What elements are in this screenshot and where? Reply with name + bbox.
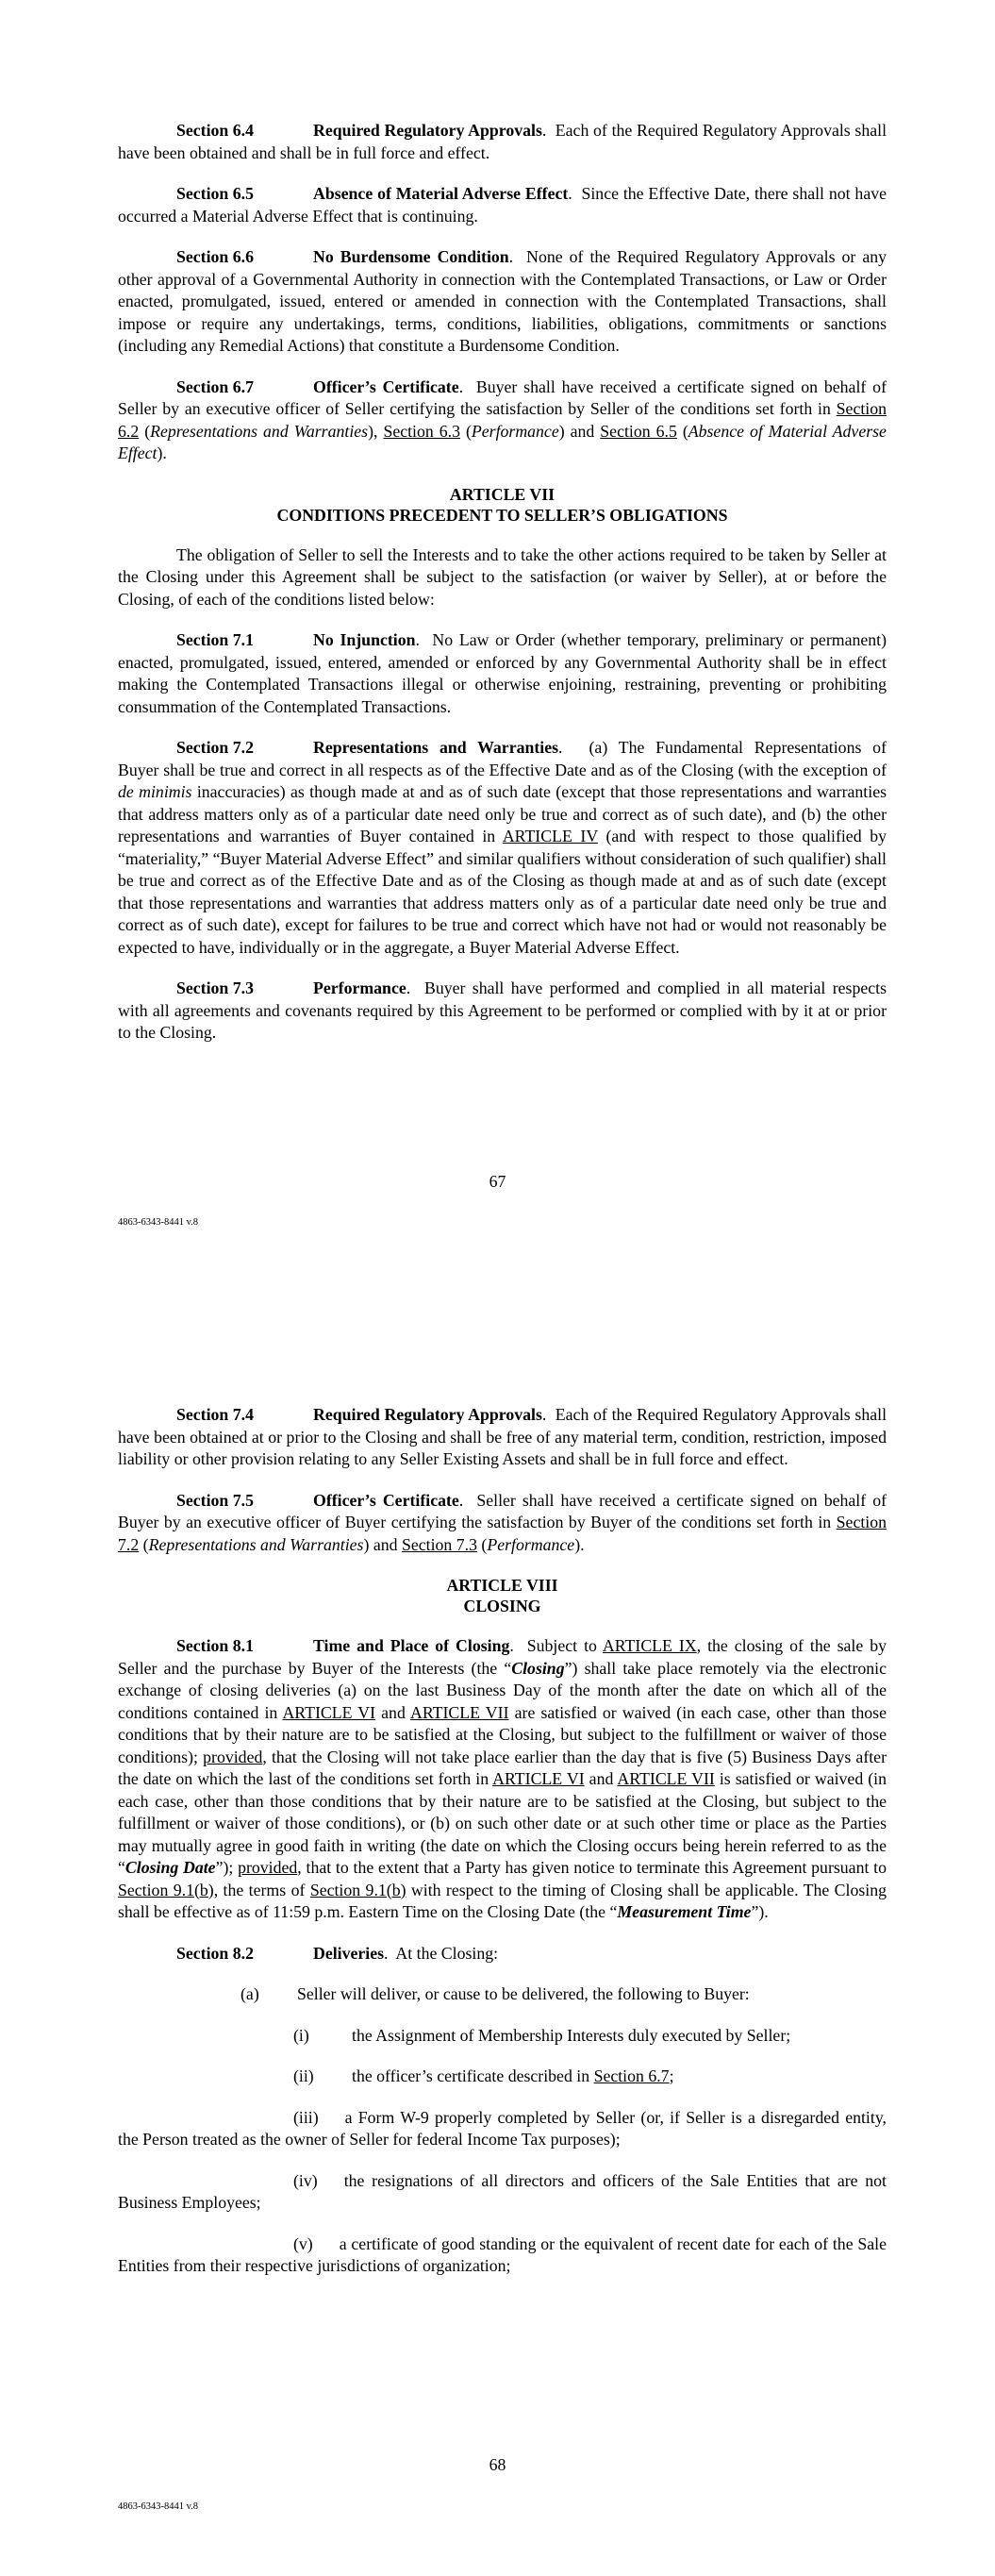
list-item-ii (118, 2066, 887, 2088)
section-text: ( (476, 1534, 488, 1554)
section-7-3: Section 7.3 Performance. Buyer shall have performed and complied in all material respects with all agreements and covenants required by this Agreement to be performed or complied with by it at or prior to the Closing. (118, 979, 887, 1042)
section-number: Section 7.1 (176, 630, 254, 649)
reference-title: Absence of Material Adverse Effect (118, 421, 887, 462)
cross-reference: Section 7.2 (118, 1513, 887, 1554)
cross-reference: Section 9.1(b) (309, 1880, 406, 1899)
article-vii-heading (118, 484, 887, 526)
section-7-1: Section 7.1 No Injunction. No Law or Order (whether temporary, preliminary or permanent) enacted, promulgated, issued, entered, amended or enforced by any Governmental Authority shall be in effect making the Contemplated Transactions illegal or otherwise enjoining, restraining, preventing or prohibiting consummation of the Contemplated Transactions. (118, 630, 887, 716)
section-text: with respect to the timing of Closing shall be applicable. The Closing shall be effective as of 11:59 p.m. Eastern Time on the Closing Date (the “ (118, 1880, 887, 1921)
cross-reference: ARTICLE VI (282, 1702, 376, 1722)
section-heading: Time and Place of Closing (313, 1636, 510, 1655)
reference-title: Representations and Warranties (148, 1534, 364, 1554)
list-label: (iv) (293, 2170, 318, 2190)
reference-title: Performance (487, 1534, 575, 1554)
section-text: and (584, 1769, 618, 1788)
cross-reference: Section 6.7 (593, 2066, 670, 2085)
section-text: Buyer shall have performed and complied in all material respects with all agreements and covenants required by this Agreement to be performed or complied with by it at or prior to the Closing. (118, 979, 887, 1042)
document-id: 4863-6343-8441 v.8 (118, 2501, 199, 2512)
list-item-v (118, 2233, 887, 2278)
list-label: (iii) (293, 2107, 319, 2127)
section-text: ( (676, 421, 688, 441)
section-number: Section 6.7 (176, 376, 254, 396)
section-number: Section 6.6 (176, 247, 254, 266)
list-text: the Assignment of Membership Interests duly executed by Seller; (352, 2025, 791, 2045)
list-label: (ii) (293, 2066, 314, 2085)
section-6-5: Section 6.5 Absence of Material Adverse Effect. Since the Effective Date, there shall not have occurred a Material Adverse Effect that is continuing. (118, 184, 887, 226)
proviso: provided (203, 1747, 263, 1766)
cross-reference: Section 6.2 (118, 399, 887, 441)
article-number: ARTICLE VIII (446, 1576, 558, 1595)
list-text: Seller will deliver, or cause to be delivered, the following to Buyer: (297, 1984, 750, 2003)
list-label: (a) (240, 1984, 259, 2003)
section-text: ) and (558, 421, 601, 441)
list-item-a (118, 1983, 887, 2006)
cross-reference: Section 6.3 (383, 421, 460, 441)
reference-title: Performance (471, 421, 559, 441)
section-text: ) and (363, 1534, 402, 1554)
list-text: the officer’s certificate described in (352, 2066, 594, 2085)
list-text: a certificate of good standing or the equivalent of recent date for each of the Sale Entities from their respective jurisdictions of organization; (118, 2233, 887, 2275)
list-text: a Form W-9 properly completed by Seller (or, if Seller is a disregarded entity, the Person treated as the owner of Seller for federal Income Tax purposes); (118, 2107, 887, 2149)
list-item-iii (118, 2107, 887, 2151)
defined-term: Measurement Time (617, 1902, 752, 1921)
section-text: (and with respect to those qualified by “materiality,” “Buyer Material Adverse Effect” and similar qualifiers without consideration of such qualifier) shall be true and correct as of the Effective Date and as of the Closing as though made at and as of such date (except that those representations and warranties that address matters only as of a particular date need only be true and correct as of such date), except for failures to be true and correct which have not had or would not reasonably be expected to have, individually or in the aggregate, a Buyer Material Adverse Effect. (118, 827, 887, 957)
list-label: (v) (293, 2233, 313, 2253)
cross-reference: ARTICLE IV (502, 827, 598, 845)
section-text: ), (368, 421, 384, 441)
section-7-4: Section 7.4 Required Regulatory Approvals. Each of the Required Regulatory Approvals shall have been obtained at or prior to the Closing and shall be free of any material term, condition, restriction, imposed liability or other provision relating to any Seller Existing Assets and shall be in full force and effect. (118, 1405, 887, 1468)
section-text: ( (139, 421, 151, 441)
section-text: ”). (751, 1902, 769, 1921)
section-7-2: Section 7.2 Representations and Warranties. (a) The Fundamental Representations of Buyer shall be true and correct in all respects as of the Effective Date and as of the Closing (with the exception of de minimis inaccuracies) as though made at and as of such date (except that those representations and warranties that address matters only as of a particular date need only be true and correct as of such date), and (b) the other representations and warranties of Buyer contained in ARTICLE IV (and with respect to those qualified by “materiality,” “Buyer Material Adverse Effect” and similar qualifiers without consideration of such qualifier) shall be true and correct as of the Effective Date and as of the Closing as though made at and as of such date (except that those representations and warranties that address matters only as of a particular date need only be true and correct as of such date), except for failures to be true and correct which have not had or would not reasonably be expected to have, individually or in the aggregate, a Buyer Material Adverse Effect. (118, 738, 887, 957)
section-6-6: Section 6.6 No Burdensome Condition. None of the Required Regulatory Approvals or any other approval of a Governmental Authority in connection with the Contemplated Transactions, or Law or Order enacted, promulgated, issued, entered or amended in connection with the Contemplated Transactions, shall impose or require any undertakings, terms, conditions, liabilities, obligations, commitments or sanctions (including any Remedial Actions) that constitute a Burdensome Condition. (118, 247, 887, 355)
cross-reference: ARTICLE VII (617, 1769, 715, 1788)
section-text: Each of the Required Regulatory Approvals shall have been obtained at or prior to the Closing and shall be free of any material term, condition, restriction, imposed liability or other provision relating to any Seller Existing Assets and shall be in full force and effect. (118, 1405, 887, 1468)
section-text: ). (574, 1534, 585, 1554)
cross-reference: Section 7.3 (401, 1534, 477, 1554)
section-text: , that the Closing will not take place earlier than the day that is five (5) Business Days after the date on which the last of the conditions set forth in (118, 1747, 887, 1788)
section-text: Seller shall have received a certificate signed on behalf of Buyer by an executive officer of Buyer certifying the satisfaction by Buyer of the conditions set forth in (118, 1490, 887, 1531)
section-text: Subject to (526, 1636, 603, 1655)
section-text: Since the Effective Date, there shall not have occurred a Material Adverse Effect that is continuing. (118, 184, 887, 226)
section-8-1: Section 8.1 Time and Place of Closing. Subject to ARTICLE IX, the closing of the sale by Seller and the purchase by Buyer of the Interests (the “Closing”) shall take place remotely via the electronic exchange of closing deliveries (a) on the last Business Day of the month after the date on which all of the conditions contained in ARTICLE VI and ARTICLE VII are satisfied or waived (in each case, other than those conditions that by their nature are to be satisfied at the Closing, but subject to the fulfillment or waiver of those conditions); provided, that the Closing will not take place earlier than the day that is five (5) Business Days after the date on which the last of the conditions set forth in ARTICLE VI and ARTICLE VII is satisfied or waived (in each case, other than those conditions that by their nature are to be satisfied at the Closing, but subject to the fulfillment or waiver of those conditions), or (b) on such other date or at such other time or place as the Parties may mutually agree in good faith in writing (the date on which the Closing occurs being herein referred to as the “Closing Date”); provided, that to the extent that a Party has given notice to terminate this Agreement pursuant to Section 9.1(b), the terms of Section 9.1(b) with respect to the timing of Closing shall be applicable. The Closing shall be effective as of 11:59 p.m. Eastern Time on the Closing Date (the “Measurement Time”). (118, 1636, 887, 1921)
section-text: , the closing of the sale by Seller and the purchase by Buyer of the Interests (the “ (118, 1636, 887, 1678)
list-item-iv (118, 2170, 887, 2215)
cross-reference: Section 9.1(b) (118, 1880, 214, 1899)
proviso: provided (238, 1858, 298, 1877)
list-item-i (118, 2025, 887, 2048)
italic-term: de minimis (118, 782, 192, 801)
article-title: CLOSING (463, 1597, 541, 1615)
section-heading: Representations and Warranties (313, 738, 559, 757)
section-text: inaccuracies) as though made at and as of such date (except that those representations and warranties that address matters only as of a particular date need only be true and correct as of such date), and (b) the other representations and warranties of Buyer contained in (118, 782, 887, 845)
section-text: , the terms of (213, 1880, 310, 1899)
section-text: Buyer shall have received a certificate signed on behalf of Seller by an executive officer of Seller certifying the satisfaction by Seller of the conditions set forth in (118, 376, 887, 418)
section-number: Section 7.2 (176, 738, 254, 757)
reference-title: Representations and Warranties (150, 421, 369, 441)
section-text: , that to the extent that a Party has given notice to terminate this Agreement pursuant to (297, 1858, 887, 1877)
section-heading: Required Regulatory Approvals (313, 121, 542, 140)
section-text: ( (139, 1534, 149, 1554)
section-heading: Performance (313, 979, 406, 997)
list-text: ; (669, 2066, 674, 2085)
section-text: (a) The Fundamental Representations of Buyer shall be true and correct in all respects as of the Effective Date and as of the Closing (with the exception of (118, 738, 887, 779)
document-id: 4863-6343-8441 v.8 (118, 1217, 199, 1228)
cross-reference: ARTICLE VI (492, 1769, 585, 1788)
section-number: Section 6.4 (176, 121, 254, 140)
section-heading: Absence of Material Adverse Effect (313, 184, 569, 203)
section-text: No Law or Order (whether temporary, preliminary or permanent) enacted, promulgated, issued, entered, amended or enforced by any Governmental Authority shall be in effect making the Contemplated Transactions illegal or otherwise enjoining, restraining, preventing or prohibiting consummation of the Contemplated Transactions. (118, 630, 887, 716)
section-text: and (375, 1702, 410, 1722)
page-68-body (118, 1404, 887, 2297)
section-text: ”); (215, 1858, 239, 1877)
section-heading: Required Regulatory Approvals (313, 1405, 542, 1424)
section-heading: No Injunction (313, 630, 416, 649)
section-number: Section 8.2 (176, 1943, 254, 1963)
article-title: CONDITIONS PRECEDENT TO SELLER’S OBLIGATIONS (276, 505, 728, 525)
section-text: None of the Required Regulatory Approvals or any other approval of a Governmental Authority in connection with the Contemplated Transactions, or Law or Order enacted, promulgated, issued, entered or amended in connection with the Contemplated Transactions, shall impose or require any undertakings, terms, conditions, liabilities, obligations, commitments or sanctions (including any Remedial Actions) that constitute a Burdensome Condition. (118, 247, 887, 355)
section-8-2: Section 8.2 Deliveries. At the Closing: (118, 1943, 887, 1965)
section-text: ). (157, 443, 167, 462)
list-text: the resignations of all directors and officers of the Sale Entities that are not Business Employees; (118, 2170, 887, 2212)
cross-reference: Section 6.5 (600, 421, 677, 441)
page-number: 67 (489, 1172, 506, 1191)
defined-term: Closing Date (124, 1858, 216, 1877)
section-heading: No Burdensome Condition (313, 247, 509, 266)
section-heading: Deliveries (313, 1943, 385, 1963)
section-heading: Officer’s Certificate (313, 1490, 459, 1510)
section-text: ( (459, 421, 472, 441)
section-text: are satisfied or waived (in each case, other than those conditions that by their nature are to be satisfied at the Closing, but subject to the fulfillment or waiver of those conditions); (118, 1702, 887, 1766)
section-heading: Officer’s Certificate (313, 376, 459, 396)
article-number: ARTICLE VII (449, 484, 556, 504)
section-text: At the Closing: (395, 1943, 499, 1963)
section-6-7: Section 6.7 Officer’s Certificate. Buyer shall have received a certificate signed on behalf of Seller by an executive officer of Seller certifying the satisfaction by Seller of the conditions set forth in Section 6.2 (Representations and Warranties), Section 6.3 (Performance) and Section 6.5 (Absence of Material Adverse Effect). (118, 376, 887, 462)
article-vii-intro: The obligation of Seller to sell the Interests and to take the other actions required to be taken by Seller at the Closing under this Agreement shall be subject to the satisfaction (or waiver by Seller), at or before the Closing, of each of the conditions listed below: (118, 544, 887, 609)
section-number: Section 6.5 (176, 184, 254, 203)
section-number: Section 7.4 (176, 1405, 254, 1424)
defined-term: Closing (511, 1658, 565, 1678)
cross-reference: ARTICLE VII (410, 1702, 509, 1722)
cross-reference: ARTICLE IX (602, 1636, 697, 1655)
section-number: Section 7.5 (176, 1490, 254, 1510)
page-number: 68 (489, 2455, 506, 2474)
list-label: (i) (293, 2025, 309, 2045)
section-7-5: Section 7.5 Officer’s Certificate. Seller shall have received a certificate signed on behalf of Buyer by an executive officer of Buyer certifying the satisfaction by Buyer of the conditions set forth in Section 7.2 (Representations and Warranties) and Section 7.3 (Performance). (118, 1490, 887, 1554)
page-67-body (118, 120, 887, 1063)
section-text: is satisfied or waived (in each case, other than those conditions that by their nature are to be satisfied at the Closing, but subject to the fulfillment or waiver of those conditions), or (b) on such other date or at such other time or place as the Parties may mutually agree in good faith in writing (the date on which the Closing occurs being herein referred to as the “ (118, 1769, 887, 1877)
section-text: ”) shall take place remotely via the electronic exchange of closing deliveries (a) on the last Business Day of the month after the date on which all of the conditions contained in (118, 1658, 887, 1722)
article-viii-heading (118, 1575, 887, 1616)
section-6-4: Section 6.4 Required Regulatory Approvals. Each of the Required Regulatory Approvals shall have been obtained and shall be in full force and effect. (118, 121, 887, 162)
section-number: Section 8.1 (176, 1636, 254, 1655)
page-68 (0, 1288, 995, 2576)
section-text: Each of the Required Regulatory Approvals shall have been obtained and shall be in full force and effect. (118, 121, 887, 162)
section-number: Section 7.3 (176, 979, 254, 997)
